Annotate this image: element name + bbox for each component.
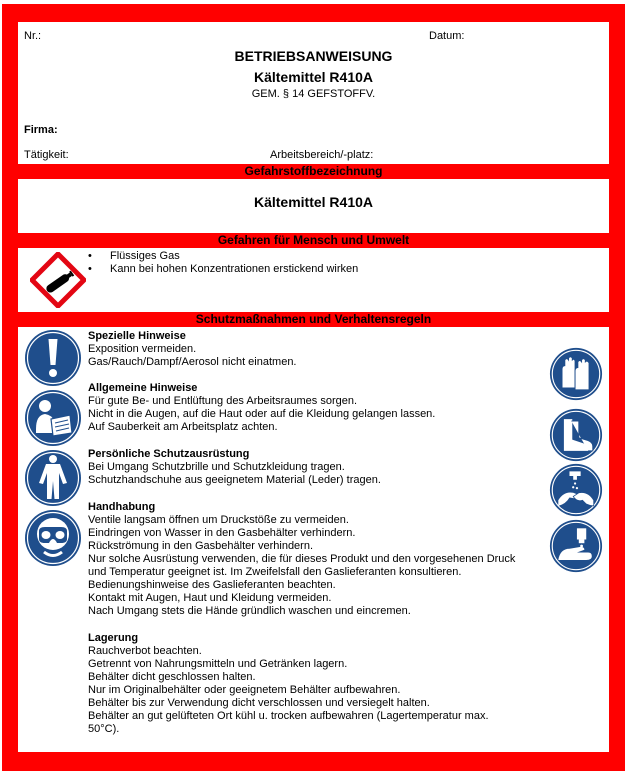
block-line: Exposition vermeiden. [88,343,197,355]
gloves-icon [549,347,603,401]
block-line: Gas/Rauch/Dampf/Aerosol nicht einatmen. [88,356,297,368]
schutz-panel [18,327,609,752]
schutz-band-title: Schutzmaßnahmen und Verhaltensregeln [195,312,432,326]
block-line: Behälter bis zur Verwendung dicht verschlossen und versiegelt halten. [88,697,430,709]
block-line: Rückströmung in den Gasbehälter verhindern. [88,540,314,552]
gefahrstoff-panel [18,179,609,233]
datum-label: Datum: [429,30,465,42]
allgemeine-hinweise-block [88,382,528,434]
spezielle-hinweise-block [88,330,528,369]
block-line: Rauchverbot beachten. [88,645,202,657]
substance-name: Kältemittel R410A [253,194,374,210]
safety-boots-icon [549,408,603,462]
block-line: Getrennt von Nahrungsmitteln und Getränken lagern. [88,658,348,670]
hazard-item: • Flüssiges Gas [88,250,358,263]
hand-cream-icon [549,519,603,573]
block-heading: Handhabung [88,501,156,513]
eye-protection-icon [24,509,82,567]
block-line: Ventile langsam öffnen um Druckstöße zu vermeiden. [88,514,349,526]
law-reference: GEM. § 14 GEFSTOFFV. [251,88,376,100]
block-line: Nur im Originalbehälter oder geeignetem Behälter aufbewahren. [88,684,401,696]
block-line: Eindringen von Wasser in den Gasbehälter verhindern. [88,527,356,539]
document-subtitle: Kältemittel R410A [253,69,374,85]
taetigkeit-label: Tätigkeit: [24,149,69,161]
block-line: Behälter an gut gelüfteten Ort kühl u. trocken aufbewahren (Lagertemperatur max. [88,710,489,722]
block-line: Kontakt mit Augen, Haut und Kleidung vermeiden. [88,592,332,604]
gefahren-panel [18,248,609,312]
exclamation-mandatory-icon [24,329,82,387]
document-title: BETRIEBSANWEISUNG [234,48,393,64]
block-line: Nicht in die Augen, auf die Haut oder auf die Kleidung gelangen lassen. [88,408,436,420]
block-line: Bei Umgang Schutzbrille und Schutzkleidung tragen. [88,461,345,473]
block-line: Für gute Be- und Entlüftung des Arbeitsraumes sorgen. [88,395,358,407]
block-heading: Spezielle Hinweise [88,330,186,342]
handhabung-block [88,501,528,618]
block-line: Schutzhandschuhe aus geeignetem Material (Leder) tragen. [88,474,381,486]
block-line: Behälter dicht geschlossen halten. [88,671,256,683]
header-panel [18,22,609,164]
lagerung-block [88,632,528,736]
arbeitsbereich-label: Arbeitsbereich/-platz: [270,149,374,161]
block-heading: Allgemeine Hinweise [88,382,198,394]
block-line: Nach Umgang stets die Hände gründlich waschen und eincremen. [88,605,411,617]
hand-wash-icon [549,463,603,517]
protective-clothing-icon [24,449,82,507]
gas-cylinder-icon [30,252,86,308]
hazard-item: • Kann bei hohen Konzentrationen erstickend wirken [88,263,358,276]
block-line: und Temperatur geeignet ist. Im Zweifelsfall den Gaslieferanten konsultieren. [88,566,462,578]
block-line: Nur solche Ausrüstung verwenden, die für dieses Produkt und den vorgesehenen Druck [88,553,516,565]
gefahrstoff-band-title: Gefahrstoffbezeichnung [244,164,383,178]
block-line: 50°C). [88,723,120,735]
block-line: Bedienungshinweise des Gaslieferanten beachten. [88,579,336,591]
block-heading: Persönliche Schutzausrüstung [88,448,250,460]
schutzausruestung-block [88,448,528,487]
block-heading: Lagerung [88,632,139,644]
read-instructions-icon [24,389,82,447]
block-line: Auf Sauberkeit am Arbeitsplatz achten. [88,421,278,433]
firma-label: Firma: [24,124,58,136]
gefahren-band-title: Gefahren für Mensch und Umwelt [217,233,410,247]
hazard-list [88,250,358,276]
document-frame [2,4,625,771]
nr-label: Nr.: [24,30,42,42]
